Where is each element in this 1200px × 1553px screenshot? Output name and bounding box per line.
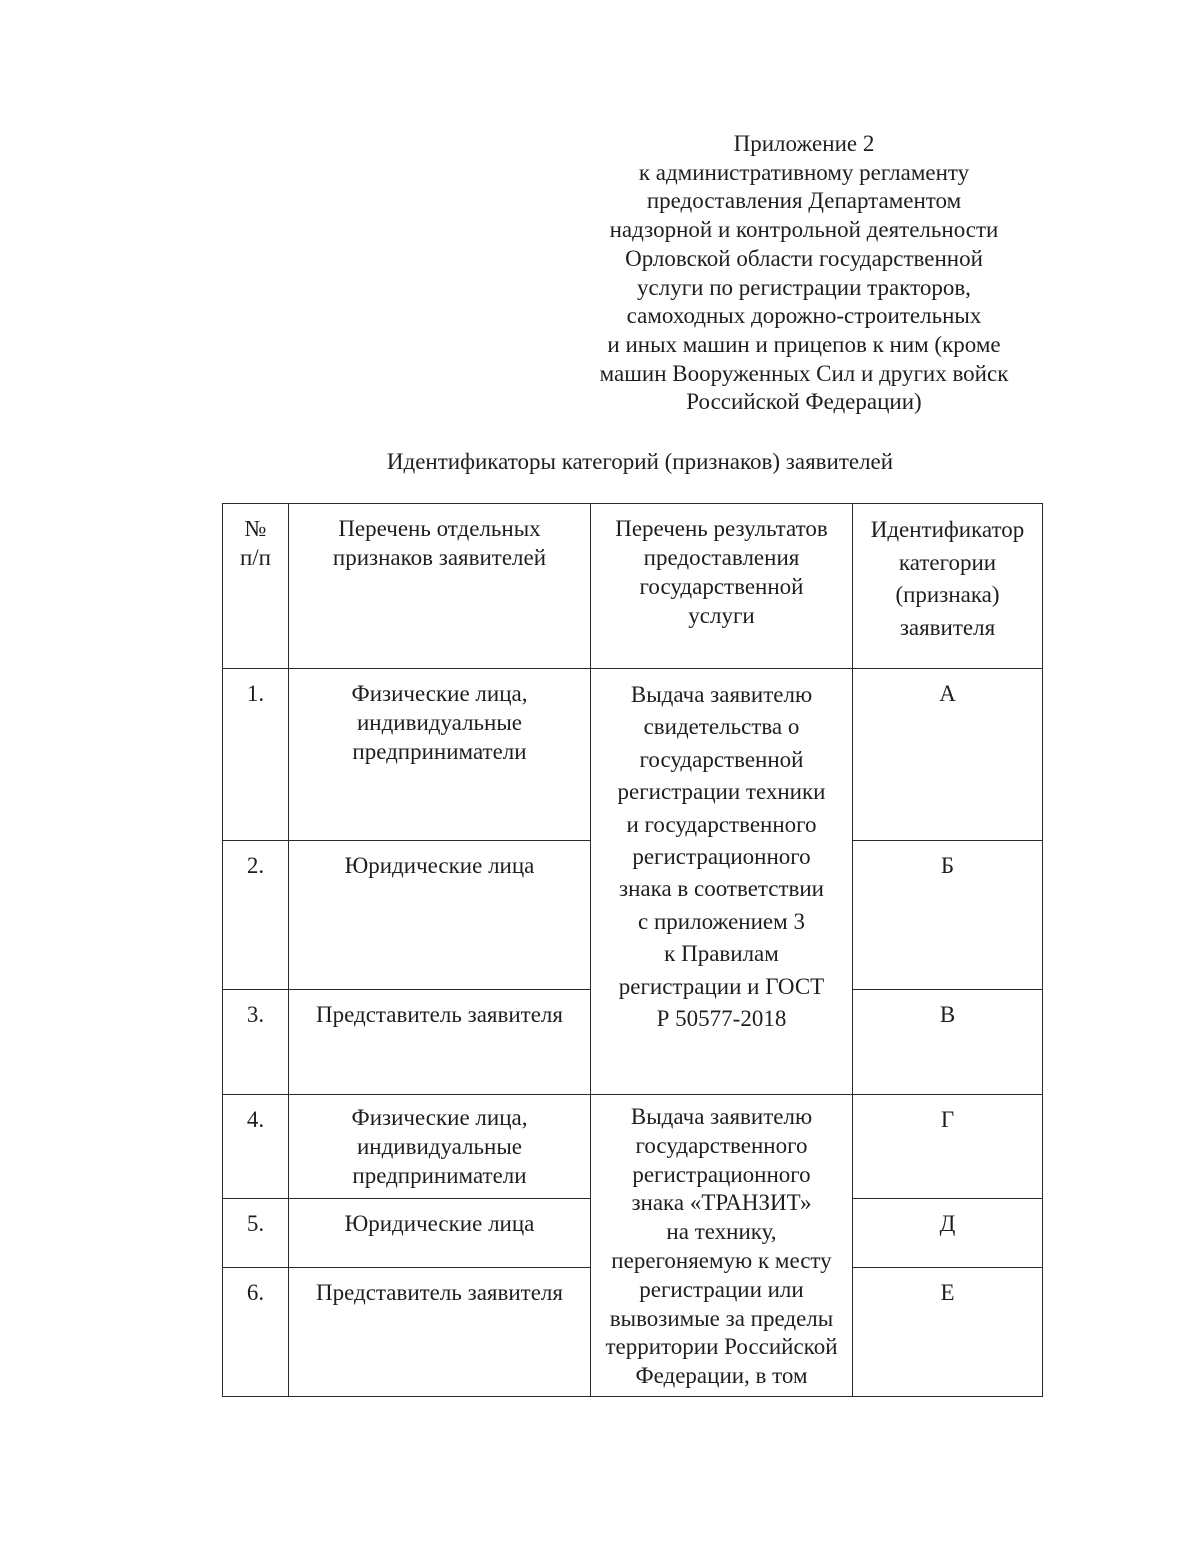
table-row xyxy=(223,1095,1043,1199)
header-signs xyxy=(289,504,591,669)
sign-text: индивидуальные xyxy=(356,1134,523,1159)
sign-text: Юридические лица xyxy=(344,1211,535,1236)
appendix-line: услуги по регистрации тракторов, xyxy=(637,274,971,300)
result-text: Федерации, в том xyxy=(635,1363,808,1389)
row-sign xyxy=(289,1268,591,1397)
result-cell xyxy=(591,669,853,1095)
result-text: регистрационного xyxy=(632,1161,811,1187)
appendix-line: к административному регламенту xyxy=(638,159,970,185)
result-text: государственного xyxy=(635,1132,808,1158)
sign-text: Представитель заявителя xyxy=(316,1002,563,1027)
row-identifier: Е xyxy=(853,1268,1043,1397)
appendix-line: Российской Федерации) xyxy=(686,389,922,415)
header-identifier xyxy=(853,504,1043,669)
sign-text: Физические лица, xyxy=(351,1105,528,1130)
appendix-line: и иных машин и прицепов к ним (кроме xyxy=(607,331,1001,357)
result-text: перегоняемую к месту xyxy=(611,1247,832,1273)
row-number: 6. xyxy=(223,1268,289,1397)
row-identifier: Д xyxy=(853,1199,1043,1268)
header-text: Идентификатор xyxy=(870,517,1025,542)
header-text: предоставления xyxy=(643,545,800,570)
row-number: 3. xyxy=(223,990,289,1095)
appendix-line: Орловской области государственной xyxy=(625,245,983,271)
row-number: 1. xyxy=(223,669,289,841)
header-results xyxy=(591,504,853,669)
result-text: государственной xyxy=(639,746,804,772)
result-text: регистрации техники xyxy=(617,779,826,805)
header-text: № xyxy=(244,516,267,541)
sign-text: предприниматели xyxy=(352,739,527,764)
result-text: к Правилам xyxy=(664,941,779,967)
applicant-categories-table xyxy=(222,503,1043,1397)
header-text: Перечень отдельных xyxy=(338,516,541,541)
appendix-line: Приложение 2 xyxy=(733,131,875,156)
appendix-line: самоходных дорожно-строительных xyxy=(626,303,982,329)
result-text: вывозимые за пределы xyxy=(609,1305,834,1331)
row-number: 2. xyxy=(223,841,289,990)
header-text: (признака) xyxy=(895,582,1000,607)
row-sign xyxy=(289,1095,591,1199)
result-text: знака «ТРАНЗИТ» xyxy=(631,1190,812,1216)
document-title: Идентификаторы категорий (признаков) заявителей xyxy=(386,449,894,474)
row-identifier: В xyxy=(853,990,1043,1095)
table-header-row xyxy=(223,504,1043,669)
row-identifier: Г xyxy=(853,1095,1043,1199)
header-text: п/п xyxy=(239,545,271,570)
row-identifier: А xyxy=(853,669,1043,841)
result-text: свидетельства о xyxy=(643,714,800,740)
header-text: заявителя xyxy=(899,614,996,640)
row-sign xyxy=(289,841,591,990)
row-sign xyxy=(289,990,591,1095)
row-identifier: Б xyxy=(853,841,1043,990)
appendix-line: надзорной и контрольной деятельности xyxy=(609,217,999,243)
sign-text: Представитель заявителя xyxy=(316,1280,563,1305)
result-text: регистрации или xyxy=(639,1276,804,1302)
result-text: регистрационного xyxy=(632,844,811,870)
sign-text: индивидуальные xyxy=(356,710,523,735)
header-text: государственной xyxy=(639,574,804,599)
header-text: признаков заявителей xyxy=(332,545,547,570)
row-sign xyxy=(289,1199,591,1268)
result-text: знака в соответствии xyxy=(619,876,824,902)
result-text: Выдача заявителю xyxy=(630,1104,813,1129)
appendix-header xyxy=(560,130,1048,417)
header-text: услуги xyxy=(688,603,755,628)
result-text: с приложением 3 xyxy=(638,908,805,934)
result-text: Р 50577-2018 xyxy=(656,1006,787,1032)
sign-text: Физические лица, xyxy=(351,681,528,706)
row-number: 5. xyxy=(223,1199,289,1268)
sign-text: Юридические лица xyxy=(344,853,535,878)
appendix-line: машин Вооруженных Сил и других войск xyxy=(599,360,1009,386)
result-text: на технику, xyxy=(666,1219,777,1245)
appendix-line: предоставления Департаментом xyxy=(646,188,962,214)
result-text: регистрации и ГОСТ xyxy=(618,973,825,999)
row-number: 4. xyxy=(223,1095,289,1199)
header-number xyxy=(223,504,289,669)
header-text: категории xyxy=(898,549,997,575)
result-text: территории Российской xyxy=(605,1334,838,1360)
table-row xyxy=(223,669,1043,841)
sign-text: предприниматели xyxy=(352,1163,527,1188)
header-text: Перечень результатов xyxy=(615,516,828,541)
result-cell xyxy=(591,1095,853,1397)
result-text: и государственного xyxy=(626,811,817,837)
row-sign xyxy=(289,669,591,841)
result-text: Выдача заявителю xyxy=(630,682,813,707)
